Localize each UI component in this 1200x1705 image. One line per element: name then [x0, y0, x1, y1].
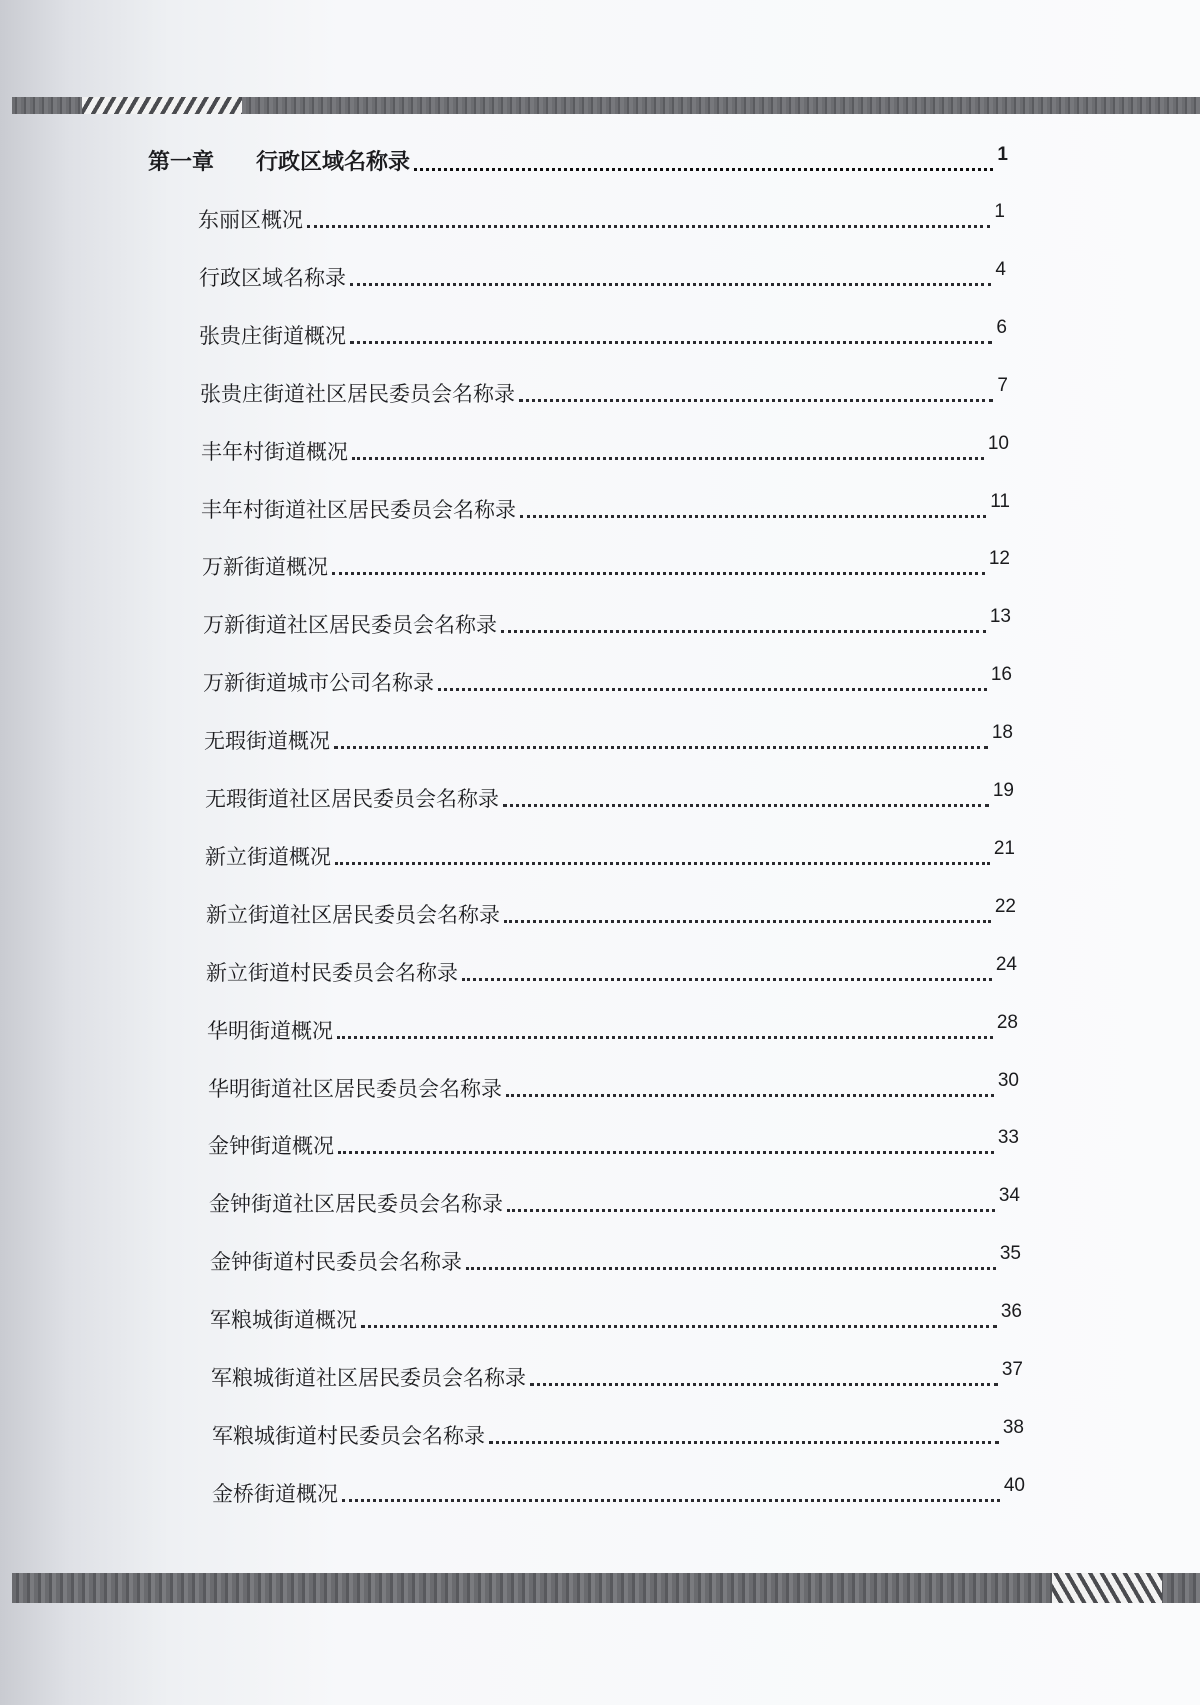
chapter-heading	[148, 148, 410, 178]
toc-entry-row[interactable]	[198, 201, 1005, 235]
dot-leader	[520, 515, 986, 518]
toc-entry-title: 张贵庄街道概况	[199, 323, 346, 348]
toc-entry-page-number: 13	[989, 606, 1011, 628]
toc-entry-row[interactable]	[201, 490, 1010, 525]
toc-entry-row[interactable]	[201, 432, 1009, 467]
dot-leader	[334, 746, 988, 749]
dot-leader	[504, 920, 991, 923]
toc-entry-title: 金桥街道概况	[212, 1481, 338, 1506]
toc-entry-row[interactable]	[203, 606, 1011, 640]
dot-leader	[338, 1151, 994, 1154]
toc-entry-row[interactable]	[207, 1011, 1018, 1046]
toc-entry-page-number: 22	[994, 895, 1016, 917]
toc-entry-title: 华明街道社区居民委员会名称录	[208, 1076, 502, 1101]
dot-leader	[342, 1499, 1000, 1502]
toc-entry-row[interactable]	[211, 1359, 1023, 1393]
dot-leader	[332, 572, 985, 575]
toc-entry-title: 军粮城街道社区居民委员会名称录	[211, 1366, 526, 1390]
toc-entry-page-number: 35	[999, 1243, 1021, 1265]
toc-entry-row[interactable]	[199, 316, 1007, 351]
toc-chapter-row[interactable]	[148, 144, 1008, 178]
toc-entry-page-number: 34	[998, 1185, 1020, 1207]
toc-entry-row[interactable]	[212, 1416, 1024, 1451]
dot-leader	[361, 1325, 997, 1328]
toc-entry-page-number: 40	[1003, 1474, 1025, 1496]
dot-leader	[462, 978, 992, 981]
toc-entry-title: 新立街道社区居民委员会名称录	[206, 902, 500, 927]
dot-leader	[503, 804, 989, 807]
toc-entry-row[interactable]	[204, 722, 1013, 756]
toc-entry-page-number: 7	[997, 374, 1008, 396]
toc-entry-title: 万新街道社区居民委员会名称录	[203, 613, 497, 638]
dot-leader	[519, 399, 993, 402]
toc-entry-title: 丰年村街道社区居民委员会名称录	[201, 497, 516, 522]
toc-entry-row[interactable]	[208, 1127, 1019, 1161]
toc-entry-page-number: 4	[995, 258, 1006, 280]
toc-entry-page-number: 18	[991, 722, 1013, 744]
toc-entry-row[interactable]	[206, 953, 1017, 988]
chapter-page-number: 1	[997, 144, 1008, 165]
toc-entry-title: 万新街道城市公司名称录	[203, 671, 434, 696]
toc-entry-page-number: 28	[996, 1011, 1018, 1033]
toc-entry-page-number: 38	[1002, 1416, 1024, 1438]
toc-entry-row[interactable]	[202, 548, 1010, 582]
toc-entry-page-number: 30	[997, 1069, 1019, 1091]
toc-entry-page-number: 36	[1000, 1301, 1022, 1323]
dot-leader	[438, 688, 987, 691]
toc-entry-title: 张贵庄街道社区居民委员会名称录	[200, 381, 515, 406]
toc-entry-title: 新立街道概况	[205, 844, 331, 869]
dot-leader	[507, 1209, 995, 1212]
toc-entry-row[interactable]	[205, 837, 1015, 872]
toc-entry-row[interactable]	[210, 1243, 1021, 1277]
toc-entry-page-number: 1	[994, 201, 1005, 222]
toc-entry-title: 军粮城街道概况	[210, 1308, 357, 1333]
toc-entry-title: 金钟街道村民委员会名称录	[210, 1250, 462, 1275]
toc-entry-title: 金钟街道社区居民委员会名称录	[209, 1192, 503, 1217]
dot-leader	[414, 168, 993, 171]
toc-entry-row[interactable]	[208, 1069, 1019, 1104]
dot-leader	[530, 1383, 998, 1386]
dot-leader	[466, 1267, 996, 1270]
toc-entry-title: 金钟街道概况	[208, 1134, 334, 1159]
toc-entry-title: 新立街道村民委员会名称录	[206, 960, 458, 985]
toc-entry-page-number: 16	[990, 664, 1012, 686]
toc-entry-page-number: 19	[992, 780, 1014, 801]
toc-entry-row[interactable]	[203, 664, 1012, 698]
dot-leader	[337, 1036, 993, 1039]
toc-entry-page-number: 33	[997, 1127, 1019, 1149]
dot-leader	[501, 630, 986, 633]
dot-leader	[489, 1441, 999, 1444]
dot-leader	[506, 1094, 994, 1097]
toc-entry-title: 无瑕街道社区居民委员会名称录	[205, 787, 499, 811]
toc-entry-page-number: 10	[987, 432, 1009, 454]
toc-entry-title: 无瑕街道概况	[204, 729, 330, 754]
toc-entry-row[interactable]	[209, 1185, 1020, 1219]
toc-entry-title: 行政区域名称录	[199, 265, 346, 290]
toc-entry-page-number: 21	[993, 837, 1015, 859]
toc-entry-row[interactable]	[212, 1474, 1025, 1509]
toc-entry-page-number: 37	[1001, 1359, 1023, 1380]
chapter-number: 第一章	[148, 150, 215, 175]
dot-leader	[350, 341, 992, 344]
toc-entry-title: 华明街道概况	[207, 1018, 333, 1043]
toc-entry-page-number: 24	[995, 953, 1017, 975]
toc-entry-title: 万新街道概况	[202, 555, 328, 580]
toc-entry-row[interactable]	[205, 780, 1014, 814]
dot-leader	[335, 862, 990, 865]
chapter-title: 行政区域名称录	[256, 150, 411, 175]
toc-entry-title: 丰年村街道概况	[201, 439, 348, 464]
toc-entry-row[interactable]	[206, 895, 1016, 930]
toc-entry-row[interactable]	[199, 258, 1006, 293]
toc-entry-title: 军粮城街道村民委员会名称录	[212, 1423, 485, 1448]
toc-entry-page-number: 6	[996, 316, 1007, 338]
toc-entry-page-number: 11	[990, 490, 1010, 512]
dot-leader	[307, 225, 990, 228]
toc-entry-row[interactable]	[210, 1301, 1022, 1335]
toc-entry-title: 东丽区概况	[198, 208, 303, 232]
toc-entry-row[interactable]	[200, 374, 1008, 409]
dot-leader	[350, 283, 991, 286]
footer-stripe-pattern	[1052, 1573, 1162, 1603]
dot-leader	[352, 457, 984, 460]
toc-entry-page-number: 12	[988, 548, 1010, 570]
footer-decorative-band	[12, 1573, 1200, 1603]
